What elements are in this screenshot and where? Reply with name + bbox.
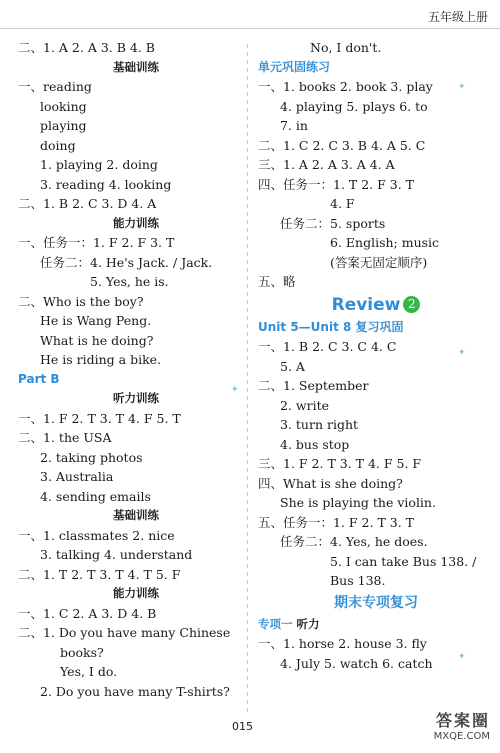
answer-text: 4. bus stop — [280, 436, 350, 452]
answer-text: 任务一：1. F 2. F 3. T — [43, 235, 175, 250]
answer-line — [258, 233, 494, 253]
special-heading — [258, 615, 494, 635]
answer-line — [18, 526, 254, 546]
answer-text: 1. Do you have many Chinese — [43, 625, 231, 640]
special-topic: 听力 — [296, 616, 320, 631]
answer-line — [18, 272, 254, 292]
answer-line — [258, 357, 494, 377]
answer-text: No, I don't. — [310, 40, 382, 55]
answer-line — [18, 623, 254, 643]
answer-text: 任务二：5. sports — [280, 215, 386, 231]
book-grade-label: 五年级上册 — [427, 10, 488, 24]
question-number: 四、 — [258, 475, 284, 491]
answer-text: 5. Yes, he is. — [90, 274, 169, 289]
answer-line — [258, 58, 494, 78]
answer-line — [258, 253, 494, 273]
answer-text: Bus 138. — [330, 573, 386, 588]
answer-text: 2. taking photos — [40, 449, 143, 465]
question-number: 二、 — [18, 196, 44, 211]
review-title — [258, 292, 494, 318]
answer-line — [258, 513, 494, 533]
answer-line — [18, 448, 254, 468]
answer-text: What is he doing? — [40, 332, 154, 348]
answer-text: 1. playing 2. doing — [40, 157, 158, 172]
answer-line — [18, 565, 254, 585]
answer-line — [258, 136, 494, 156]
question-number: 三、 — [258, 456, 284, 471]
answer-line — [18, 194, 254, 214]
answer-text: 2. write — [280, 397, 329, 413]
answer-text: 1. F 2. T 3. T 4. F 5. F — [283, 456, 422, 471]
special-label: 专项一 — [258, 616, 293, 631]
answer-line — [18, 136, 254, 156]
question-number: 五、 — [258, 514, 284, 530]
answer-line — [18, 545, 254, 565]
right-section-review-answers — [258, 337, 494, 591]
answer-text: 5. A — [280, 358, 305, 374]
answer-text: 能力训练 — [113, 215, 159, 230]
answer-line — [18, 38, 254, 58]
question-number: 一、 — [18, 410, 44, 426]
question-number: 二、 — [18, 566, 44, 582]
question-number: 一、 — [18, 79, 44, 94]
answer-line — [18, 662, 254, 682]
answer-line — [18, 155, 254, 175]
answer-line — [258, 415, 494, 435]
answer-line — [18, 643, 254, 663]
answer-text: 1. C 2. A 3. D 4. B — [43, 605, 157, 621]
answer-text: 1. B 2. C 3. D 4. A — [43, 196, 157, 211]
answer-text: 3. Australia — [40, 469, 114, 484]
answer-line — [18, 682, 254, 702]
answer-text: 1. F 2. T 3. T 4. F 5. T — [43, 410, 181, 426]
answer-text: Part B — [18, 371, 60, 386]
answer-line — [18, 370, 254, 390]
answer-text: 略 — [283, 274, 296, 289]
answer-text: 3. talking 4. understand — [40, 547, 193, 562]
question-number: 二、 — [18, 40, 44, 55]
final-review-title: 期末专项复习 — [334, 594, 418, 611]
answer-text: 任务二：4. He's Jack. / Jack. — [40, 254, 213, 270]
answer-line — [258, 396, 494, 416]
question-number: 一、 — [18, 235, 44, 250]
answer-text: Who is the boy? — [43, 293, 144, 309]
answer-line — [258, 634, 494, 654]
answer-text: 4. July 5. watch 6. catch — [280, 655, 433, 671]
answer-text: 1. A 2. A 3. B 4. B — [43, 40, 155, 55]
answer-text: 1. horse 2. house 3. fly — [283, 636, 427, 651]
left-column — [18, 38, 254, 701]
answer-line — [258, 194, 494, 214]
question-number: 一、 — [258, 636, 284, 651]
decor-star-icon: ✦ — [458, 82, 466, 92]
answer-text: 4. sending emails — [40, 488, 151, 504]
answer-line — [258, 214, 494, 234]
question-number: 四、 — [258, 176, 284, 192]
decor-star-icon: ✦ — [458, 348, 466, 358]
answer-line — [258, 376, 494, 396]
answer-text: 5. I can take Bus 138. / — [330, 553, 477, 569]
answer-line — [18, 77, 254, 97]
answer-line — [258, 116, 494, 136]
question-number: 二、 — [18, 293, 44, 309]
answer-line — [18, 409, 254, 429]
answer-text: Yes, I do. — [60, 664, 118, 679]
answer-text: 1. T 2. T 3. T 4. T 5. F — [43, 566, 181, 582]
answer-text: 1. B 2. C 3. C 4. C — [283, 339, 397, 354]
answer-line — [258, 272, 494, 292]
question-number: 五、 — [258, 274, 284, 289]
answer-line — [18, 233, 254, 253]
answer-line — [18, 506, 254, 526]
decor-star-icon: ✦ — [231, 385, 239, 395]
answer-line — [18, 487, 254, 507]
answer-text: (答案无固定顺序) — [330, 254, 428, 270]
review-number-badge: 2 — [403, 296, 420, 313]
answer-text: 基础训练 — [113, 508, 159, 522]
answer-text: doing — [40, 137, 76, 153]
answer-line — [18, 58, 254, 78]
answer-text: 7. in — [280, 118, 308, 133]
question-number: 三、 — [258, 157, 284, 172]
answer-line — [258, 175, 494, 195]
question-number: 一、 — [18, 605, 44, 621]
watermark-text: 答案圈 — [435, 711, 490, 730]
answer-text: looking — [40, 98, 87, 114]
question-number: 二、 — [258, 137, 284, 153]
answer-text: 4. F — [330, 196, 355, 211]
answer-line — [18, 214, 254, 234]
answer-text: 任务一：1. F 2. T 3. T — [283, 514, 415, 530]
answer-text: 3. reading 4. looking — [40, 176, 172, 192]
answer-line — [18, 253, 254, 273]
answer-text: He is Wang Peng. — [40, 313, 152, 328]
answer-text: 任务一：1. T 2. F 3. T — [283, 176, 415, 192]
answer-text: 4. playing 5. plays 6. to — [280, 98, 428, 114]
answer-line — [18, 311, 254, 331]
question-number: 一、 — [18, 527, 44, 543]
answer-line — [18, 604, 254, 624]
question-number: 一、 — [258, 339, 284, 354]
answer-line — [18, 350, 254, 370]
page-number: 015 — [232, 720, 253, 733]
answer-text: 能力训练 — [113, 586, 159, 600]
answer-text: 1. classmates 2. nice — [43, 527, 175, 543]
answer-text: 1. C 2. C 3. B 4. A 5. C — [283, 137, 426, 153]
answer-line — [258, 532, 494, 552]
answer-line — [18, 467, 254, 487]
right-section-unit-review — [258, 38, 494, 292]
answer-text: 基础训练 — [113, 59, 159, 74]
header-rule — [0, 28, 500, 29]
answer-text: 6. English; music — [330, 235, 440, 250]
answer-line — [258, 155, 494, 175]
answer-text: She is playing the violin. — [280, 495, 436, 510]
answer-line — [258, 38, 494, 58]
answer-text: 3. turn right — [280, 417, 359, 432]
answer-text: 任务二：4. Yes, he does. — [280, 534, 428, 549]
answer-line — [18, 97, 254, 117]
answer-line — [258, 552, 494, 572]
answer-line — [18, 428, 254, 448]
answer-text: 1. September — [283, 378, 369, 393]
answer-text: 单元巩固练习 — [258, 59, 331, 74]
answer-line — [18, 292, 254, 312]
answer-text: reading — [43, 79, 92, 94]
answer-text: He is riding a bike. — [40, 352, 162, 367]
answer-text: 听力训练 — [113, 391, 159, 405]
question-number: 二、 — [18, 430, 44, 445]
answer-line — [258, 474, 494, 494]
answer-line — [258, 571, 494, 591]
answer-line — [18, 175, 254, 195]
review-label: Review — [331, 294, 401, 315]
answer-text: books? — [60, 644, 104, 660]
answer-line — [18, 389, 254, 409]
watermark — [434, 708, 490, 742]
answer-line — [18, 116, 254, 136]
answer-text: 2. Do you have many T-shirts? — [40, 683, 230, 699]
answer-line — [18, 331, 254, 351]
answer-line — [18, 584, 254, 604]
review-subtitle: Unit 5—Unit 8 复习巩固 — [258, 319, 404, 334]
question-number: 一、 — [258, 79, 284, 94]
answer-line — [258, 493, 494, 513]
question-number: 二、 — [258, 378, 284, 393]
watermark-url: MXQE.COM — [433, 731, 490, 742]
answer-text: 1. books 2. book 3. play — [283, 79, 433, 94]
answer-text: 1. the USA — [43, 430, 112, 445]
answer-line — [258, 435, 494, 455]
answer-text: 1. A 2. A 3. A 4. A — [283, 157, 395, 172]
question-number: 二、 — [18, 625, 44, 640]
answer-line — [258, 454, 494, 474]
answer-text: What is she doing? — [283, 475, 403, 491]
answer-line — [258, 97, 494, 117]
decor-star-icon: ✦ — [458, 652, 466, 662]
answer-text: playing — [40, 118, 87, 133]
